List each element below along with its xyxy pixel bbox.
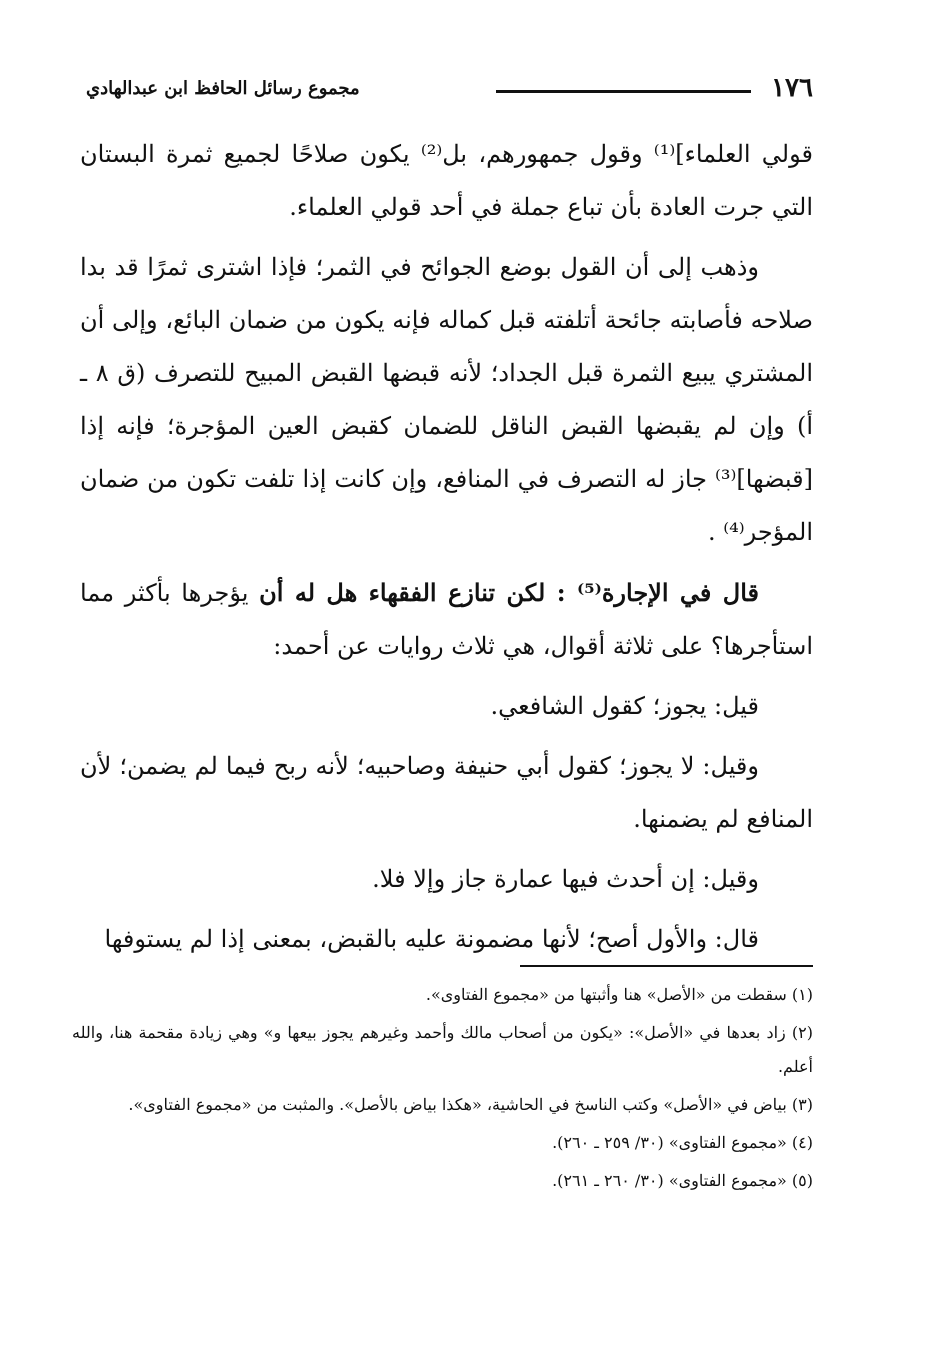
paragraph: قال: والأول أصح؛ لأنها مضمونة عليه بالقبض، بمعنى إذا لم يستوفها [104,925,759,953]
running-title: مجموع رسائل الحافظ ابن عبدالهادي [86,78,360,99]
paragraph: قولي العلماء]⁽¹⁾ وقول جمهورهم، بل⁽²⁾ يكون صلاحًا لجميع ثمرة البستان التي جرت العادة بأن تباع جملة في أحد قولي العلماء. [80,140,813,221]
footnote: (٣) بياض في «الأصل» وكتب الناسخ في الحاشية، «هكذا بياض بالأصل». والمثبت من «مجموع الفتاوى». [128,1095,813,1114]
main-text [80,128,813,973]
footnote: (٢) زاد بعدها في «الأصل»: «يكون من أصحاب مالك وأحمد وغيرهم يجوز بيعها و» وهي زيادة مقحمة هنا، والله أعلم. [72,1023,813,1076]
page-number: ١٧٦ [771,73,813,103]
paragraph: وذهب إلى أن القول بوضع الجوائح في الثمر؛ فإذا اشترى ثمرًا قد بدا صلاحه فأصابته جائحة أتلفته قبل كماله فإنه يكون من ضمان البائع، وإلى أن المشتري يبيع الثمرة قبل الجداد؛ لأنه قبضها القبض المبيح للتصرف (ق ٨ ـ أ) وإن لم يقبضها القبض الناقل للضمان كقبض العين المؤجرة؛ فإنه إذا [قبضها]⁽³⁾ جاز له التصرف في المنافع، وإن كانت إذا تلفت تكون من ضمان المؤجر⁽⁴⁾ . [80,253,813,546]
paragraph [80,566,813,673]
paragraph-rest: يؤجرها بأكثر مما استأجرها؟ على ثلاثة أقوال، هي ثلاث روايات عن أحمد: [80,579,813,660]
paragraph: وقيل: إن أحدث فيها عمارة جاز وإلا فلا. [372,865,759,893]
paragraph: قيل: يجوز؛ كقول الشافعي. [490,692,759,720]
footnote: (٥) «مجموع الفتاوى» (٣٠/ ٢٦٠ ـ ٢٦١). [552,1171,813,1190]
page-header [86,70,813,110]
paragraph: وقيل: لا يجوز؛ كقول أبي حنيفة وصاحبيه؛ لأنه ربح فيما لم يضمن؛ لأن المنافع لم يضمنها. [80,752,813,833]
footnote-rule [520,965,813,967]
footnotes [72,978,813,1202]
header-rule [496,90,751,93]
footnote: (٤) «مجموع الفتاوى» (٣٠/ ٢٥٩ ـ ٢٦٠). [552,1133,813,1152]
footnote: (١) سقطت من «الأصل» هنا وأثبتها من «مجموع الفتاوى». [425,985,813,1004]
paragraph-lead: قال في الإجارة⁽⁵⁾ : لكن تنازع الفقهاء هل له أن [259,578,760,607]
